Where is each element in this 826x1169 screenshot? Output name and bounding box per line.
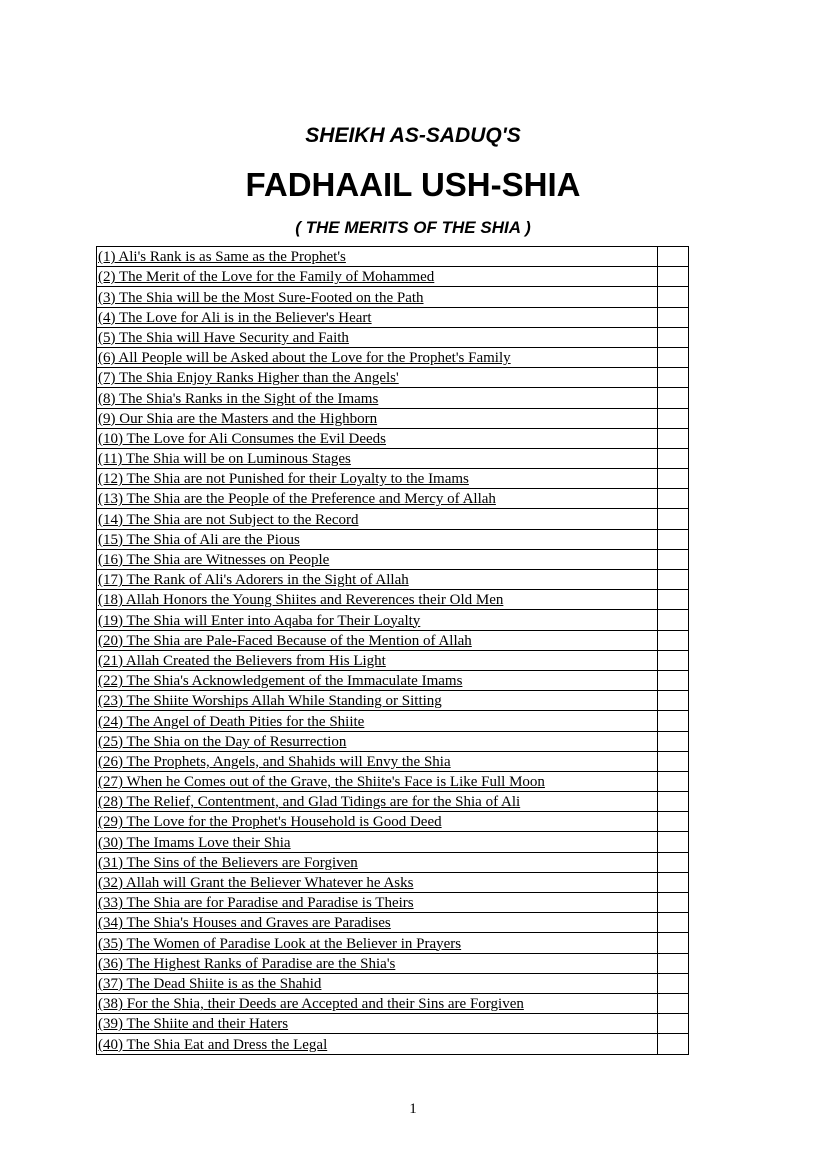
toc-entry-cell bbox=[97, 610, 658, 630]
toc-entry-link[interactable]: (37) The Dead Shiite is as the Shahid bbox=[98, 975, 322, 992]
table-of-contents bbox=[96, 246, 689, 1055]
toc-page-cell bbox=[658, 933, 689, 953]
toc-entry-link[interactable]: (30) The Imams Love their Shia bbox=[98, 834, 291, 851]
table-row bbox=[97, 327, 689, 347]
table-row bbox=[97, 489, 689, 509]
toc-entry-link[interactable]: (28) The Relief, Contentment, and Glad Tidings are for the Shia of Ali bbox=[98, 794, 521, 811]
toc-entry-link[interactable]: (38) For the Shia, their Deeds are Accepted and their Sins are Forgiven bbox=[98, 996, 524, 1013]
toc-entry-cell bbox=[97, 670, 658, 690]
toc-entry-link[interactable]: (31) The Sins of the Believers are Forgiven bbox=[98, 854, 358, 871]
toc-entry-cell bbox=[97, 489, 658, 509]
toc-entry-link[interactable]: (7) The Shia Enjoy Ranks Higher than the Angels' bbox=[98, 370, 399, 387]
toc-entry-cell bbox=[97, 347, 658, 367]
table-row bbox=[97, 529, 689, 549]
toc-entry-link[interactable]: (29) The Love for the Prophet's Household is Good Deed bbox=[98, 814, 442, 831]
table-row bbox=[97, 731, 689, 751]
toc-entry-cell bbox=[97, 570, 658, 590]
toc-page-cell bbox=[658, 247, 689, 267]
table-row bbox=[97, 1034, 689, 1054]
toc-page-cell bbox=[658, 408, 689, 428]
toc-entry-cell bbox=[97, 913, 658, 933]
toc-entry-cell bbox=[97, 388, 658, 408]
toc-entry-link[interactable]: (22) The Shia's Acknowledgement of the Immaculate Imams bbox=[98, 673, 463, 690]
toc-page-cell bbox=[658, 691, 689, 711]
toc-entry-cell bbox=[97, 893, 658, 913]
toc-entry-cell bbox=[97, 529, 658, 549]
toc-entry-link[interactable]: (26) The Prophets, Angels, and Shahids will Envy the Shia bbox=[98, 753, 451, 770]
toc-entry-cell bbox=[97, 650, 658, 670]
toc-entry-cell bbox=[97, 1014, 658, 1034]
toc-page-cell bbox=[658, 812, 689, 832]
toc-page-cell bbox=[658, 751, 689, 771]
toc-entry-link[interactable]: (32) Allah will Grant the Believer Whatever he Asks bbox=[98, 875, 414, 891]
toc-page-cell bbox=[658, 1014, 689, 1034]
toc-page-cell bbox=[658, 973, 689, 993]
toc-page-cell bbox=[658, 1034, 689, 1054]
toc-entry-cell bbox=[97, 247, 658, 267]
toc-entry-link[interactable]: (5) The Shia will Have Security and Faith bbox=[98, 329, 349, 346]
toc-page-cell bbox=[658, 953, 689, 973]
toc-entry-cell bbox=[97, 287, 658, 307]
table-row bbox=[97, 1014, 689, 1034]
toc-entry-link[interactable]: (6) All People will be Asked about the Love for the Prophet's Family bbox=[98, 350, 511, 367]
toc-entry-link[interactable]: (36) The Highest Ranks of Paradise are the Shia's bbox=[98, 955, 396, 972]
toc-body bbox=[97, 247, 689, 1055]
toc-entry-cell bbox=[97, 630, 658, 650]
toc-page-cell bbox=[658, 630, 689, 650]
toc-entry-link[interactable]: (11) The Shia will be on Luminous Stages bbox=[98, 451, 351, 468]
table-row bbox=[97, 711, 689, 731]
table-row bbox=[97, 953, 689, 973]
table-row bbox=[97, 549, 689, 569]
toc-entry-cell bbox=[97, 368, 658, 388]
table-row bbox=[97, 610, 689, 630]
table-row bbox=[97, 691, 689, 711]
toc-entry-link[interactable]: (14) The Shia are not Subject to the Record bbox=[98, 511, 359, 528]
toc-entry-cell bbox=[97, 812, 658, 832]
table-row bbox=[97, 872, 689, 892]
toc-page-cell bbox=[658, 347, 689, 367]
toc-page-cell bbox=[658, 448, 689, 468]
toc-page-cell bbox=[658, 670, 689, 690]
toc-entry-link[interactable]: (9) Our Shia are the Masters and the Highborn bbox=[98, 410, 378, 427]
table-row bbox=[97, 792, 689, 812]
toc-page-cell bbox=[658, 549, 689, 569]
author-heading: SHEIKH AS-SADUQ'S bbox=[305, 124, 521, 147]
table-row bbox=[97, 307, 689, 327]
page-title: FADHAAIL USH-SHIA bbox=[245, 166, 581, 203]
toc-entry-cell bbox=[97, 751, 658, 771]
table-row bbox=[97, 347, 689, 367]
toc-page-cell bbox=[658, 711, 689, 731]
toc-entry-cell bbox=[97, 953, 658, 973]
table-row bbox=[97, 893, 689, 913]
toc-entry-cell bbox=[97, 428, 658, 448]
toc-page-cell bbox=[658, 650, 689, 670]
toc-page-cell bbox=[658, 731, 689, 751]
toc-entry-link[interactable]: (23) The Shiite Worships Allah While Standing or Sitting bbox=[98, 693, 442, 710]
table-row bbox=[97, 408, 689, 428]
page-subtitle: ( THE MERITS OF THE SHIA ) bbox=[295, 218, 531, 237]
table-row bbox=[97, 287, 689, 307]
toc-entry-link[interactable]: (10) The Love for Ali Consumes the Evil Deeds bbox=[98, 430, 387, 447]
table-row bbox=[97, 590, 689, 610]
toc-entry-link[interactable]: (33) The Shia are for Paradise and Paradise is Theirs bbox=[98, 895, 414, 912]
toc-page-cell bbox=[658, 570, 689, 590]
toc-entry-cell bbox=[97, 731, 658, 751]
toc-entry-link[interactable]: (1) Ali's Rank is as Same as the Prophet's bbox=[98, 249, 346, 266]
toc-entry-link[interactable]: (16) The Shia are Witnesses on People bbox=[98, 552, 330, 568]
table-row bbox=[97, 267, 689, 287]
toc-page-cell bbox=[658, 529, 689, 549]
table-row bbox=[97, 771, 689, 791]
toc-entry-cell bbox=[97, 1034, 658, 1054]
toc-entry-link[interactable]: (21) Allah Created the Believers from His Light bbox=[98, 652, 386, 669]
toc-entry-link[interactable]: (4) The Love for Ali is in the Believer's Heart bbox=[98, 309, 372, 326]
toc-entry-cell bbox=[97, 711, 658, 731]
toc-page-cell bbox=[658, 327, 689, 347]
toc-entry-link[interactable]: (24) The Angel of Death Pities for the Shiite bbox=[98, 713, 365, 730]
toc-page-cell bbox=[658, 872, 689, 892]
toc-entry-link[interactable]: (15) The Shia of Ali are the Pious bbox=[98, 531, 300, 548]
toc-page-cell bbox=[658, 832, 689, 852]
toc-entry-cell bbox=[97, 933, 658, 953]
toc-page-cell bbox=[658, 913, 689, 933]
toc-entry-link[interactable]: (20) The Shia are Pale-Faced Because of the Mention of Allah bbox=[98, 632, 472, 649]
table-row bbox=[97, 570, 689, 590]
toc-entry-cell bbox=[97, 549, 658, 569]
toc-page-cell bbox=[658, 792, 689, 812]
toc-entry-link[interactable]: (12) The Shia are not Punished for their Loyalty to the Imams bbox=[98, 471, 469, 488]
toc-entry-cell bbox=[97, 327, 658, 347]
toc-page-cell bbox=[658, 307, 689, 327]
toc-entry-cell bbox=[97, 852, 658, 872]
toc-page-cell bbox=[658, 852, 689, 872]
toc-entry-link[interactable]: (13) The Shia are the People of the Preference and Mercy of Allah bbox=[98, 491, 496, 508]
toc-entry-link[interactable]: (25) The Shia on the Day of Resurrection bbox=[98, 733, 347, 750]
table-row bbox=[97, 852, 689, 872]
table-row bbox=[97, 509, 689, 529]
page-number: 1 bbox=[409, 1101, 417, 1117]
toc-entry-link[interactable]: (40) The Shia Eat and Dress the Legal bbox=[98, 1036, 328, 1053]
toc-page-cell bbox=[658, 469, 689, 489]
toc-entry-link[interactable]: (2) The Merit of the Love for the Family of Mohammed bbox=[98, 269, 435, 286]
toc-entry-link[interactable]: (34) The Shia's Houses and Graves are Paradises bbox=[98, 915, 391, 932]
toc-entry-cell bbox=[97, 267, 658, 287]
toc-entry-cell bbox=[97, 993, 658, 1013]
toc-entry-cell bbox=[97, 307, 658, 327]
toc-entry-link[interactable]: (8) The Shia's Ranks in the Sight of the Imams bbox=[98, 390, 379, 407]
table-row bbox=[97, 368, 689, 388]
toc-page-cell bbox=[658, 428, 689, 448]
toc-entry-cell bbox=[97, 448, 658, 468]
toc-entry-cell bbox=[97, 691, 658, 711]
table-row bbox=[97, 247, 689, 267]
toc-entry-cell bbox=[97, 973, 658, 993]
table-row bbox=[97, 751, 689, 771]
table-row bbox=[97, 448, 689, 468]
toc-page-cell bbox=[658, 388, 689, 408]
toc-entry-cell bbox=[97, 509, 658, 529]
toc-entry-link[interactable]: (39) The Shiite and their Haters bbox=[98, 1016, 289, 1033]
toc-entry-cell bbox=[97, 590, 658, 610]
table-row bbox=[97, 913, 689, 933]
toc-entry-cell bbox=[97, 771, 658, 791]
table-row bbox=[97, 670, 689, 690]
toc-page-cell bbox=[658, 590, 689, 610]
table-row bbox=[97, 832, 689, 852]
toc-page-cell bbox=[658, 509, 689, 529]
toc-entry-cell bbox=[97, 832, 658, 852]
toc-entry-cell bbox=[97, 469, 658, 489]
toc-page-cell bbox=[658, 368, 689, 388]
table-row bbox=[97, 650, 689, 670]
toc-page-cell bbox=[658, 287, 689, 307]
toc-entry-link[interactable]: (18) Allah Honors the Young Shiites and Reverences their Old Men bbox=[98, 592, 504, 609]
toc-page-cell bbox=[658, 771, 689, 791]
toc-page-cell bbox=[658, 993, 689, 1013]
table-row bbox=[97, 993, 689, 1013]
toc-page-cell bbox=[658, 489, 689, 509]
toc-page-cell bbox=[658, 610, 689, 630]
toc-page-cell bbox=[658, 267, 689, 287]
toc-entry-link[interactable]: (35) The Women of Paradise Look at the Believer in Prayers bbox=[98, 935, 462, 952]
table-row bbox=[97, 973, 689, 993]
table-row bbox=[97, 812, 689, 832]
toc-entry-link[interactable]: (3) The Shia will be the Most Sure-Footed on the Path bbox=[98, 289, 424, 306]
table-row bbox=[97, 630, 689, 650]
table-row bbox=[97, 933, 689, 953]
toc-entry-link[interactable]: (17) The Rank of Ali's Adorers in the Sight of Allah bbox=[98, 572, 409, 589]
toc-entry-cell bbox=[97, 872, 658, 892]
table-row bbox=[97, 469, 689, 489]
toc-entry-cell bbox=[97, 792, 658, 812]
table-row bbox=[97, 428, 689, 448]
toc-entry-link[interactable]: (27) When he Comes out of the Grave, the Shiite's Face is Like Full Moon bbox=[98, 774, 545, 791]
toc-page-cell bbox=[658, 893, 689, 913]
table-row bbox=[97, 388, 689, 408]
toc-entry-cell bbox=[97, 408, 658, 428]
toc-entry-link[interactable]: (19) The Shia will Enter into Aqaba for Their Loyalty bbox=[98, 612, 421, 629]
